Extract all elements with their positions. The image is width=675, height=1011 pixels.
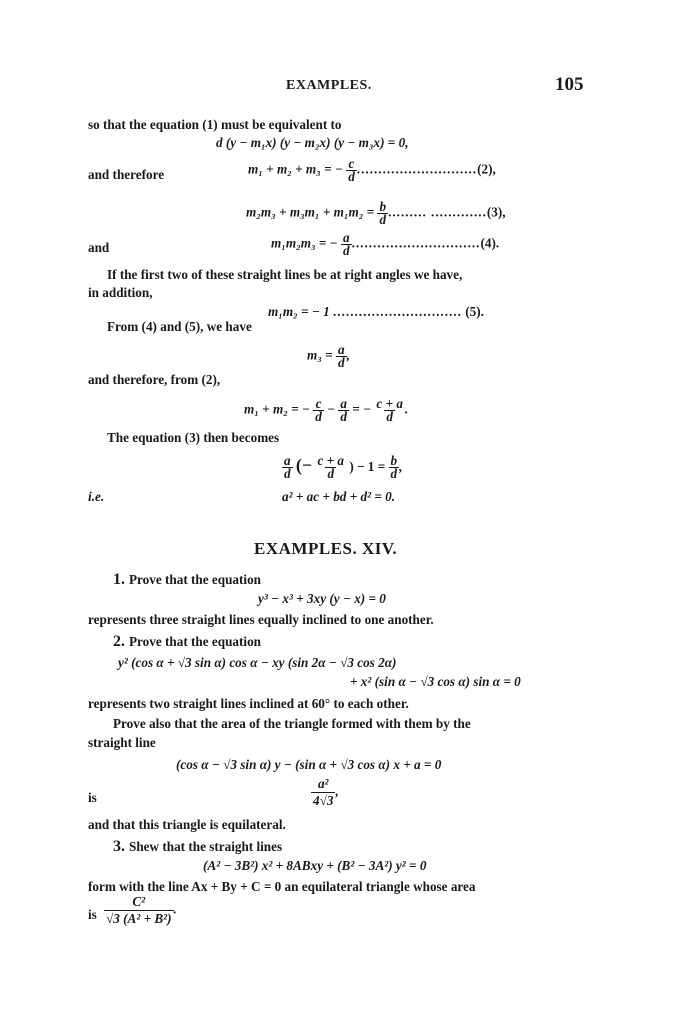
sum-frac2 [338,398,349,423]
sum-num3: c + a [376,396,403,411]
equation-becomes: $\frac{a}{d}$ (− $\frac{c + a}{d}$ ) − 1 = $\frac{b}{d}$ , [284,453,403,482]
become-den1: d [284,466,291,482]
sum-num1: c [315,396,322,411]
become-frac3 [389,455,400,480]
eq3-den: d [379,212,387,227]
equation-sum: m₁ + m₂ = − $\frac{c}{d}$ − $\frac{a}{d}$ = − $\frac{c + a}{d}$ . [244,396,409,424]
become-open: (− [295,455,313,475]
q2-number: 2. [113,633,125,650]
q2-area-fraction [311,776,335,809]
text-is: is [88,790,97,805]
eq2-den: d [348,169,355,184]
sum-frac1 [313,398,324,423]
q2-area [311,776,339,809]
q1-text: Prove that the equation [129,572,261,587]
m3-num: a [337,342,345,357]
equation-5 [268,304,484,320]
equation-m3: m₃ = $\frac{a}{d}$ , [307,342,350,370]
question-2 [113,633,261,651]
section-heading: EXAMPLES. XIV. [254,539,398,558]
eq2-fraction [346,158,357,183]
text-if-line1: If the first two of these straight lines be at right angles we have, [107,267,463,282]
text-and-therefore-from2: and therefore, from (2), [88,372,221,387]
q2-also-line1: Prove also that the area of the triangle formed with them by the [113,716,471,731]
become-den3: d [390,466,398,482]
eq3-num: b [379,199,387,214]
become-num2: c + a [317,453,345,469]
q3-area-den: √3 (A² + B²) [106,911,172,926]
eq4-label: (4). [480,235,500,251]
q2-area-den: 4√3 [313,793,334,808]
q2-equation-line2: + x² (sin α − √3 cos α) sin α = 0 [350,674,521,689]
sum-den3: d [386,409,393,424]
m3-den: d [337,355,345,370]
m3-lhs: m₃ = [307,347,333,363]
q3-equation: (A² − 3B²) x² + 8ABxy + (B² − 3A²) y² = 0 [203,858,427,873]
m3-fraction [336,344,347,369]
running-title: EXAMPLES. [286,78,372,93]
eq2-label: (2), [477,161,496,177]
become-frac1 [282,455,293,480]
q2-after: represents two straight lines inclined at 60° to each other. [88,696,409,711]
eq5-dots: .............................. [333,304,462,319]
q3-area-fraction [104,894,174,927]
q1-after: represents three straight lines equally inclined to one another. [88,612,434,627]
text-line: so that the equation (1) must be equivalent to [88,117,342,132]
eq4-num: a [342,230,350,245]
equation-product: d (y − m₁x) (y − m₂x) (y − m₃x) = 0, [216,135,409,150]
q1-number: 1. [113,571,125,588]
q3-text: Shew that the straight lines [129,839,283,854]
q3-number: 3. [113,838,125,855]
text-from45: From (4) and (5), we have [107,319,252,334]
eq3-dots: ......... ............. [388,204,487,220]
become-close: ) − 1 = [349,459,386,474]
sum-mid: − [327,401,336,417]
equation-2 [248,158,496,183]
q2-equilateral: and that this triangle is equilateral. [88,817,286,832]
q3-form: form with the line Ax + By + C = 0 an equilateral triangle whose area [88,879,476,894]
eq4-lhs: m₁m₂m₃ = − [271,235,338,251]
eq2-num: c [348,156,355,171]
sum-eq: = − [352,401,372,417]
eq5-label: (5). [465,304,484,319]
text-eq3-becomes: The equation (3) then becomes [107,430,280,445]
text-and: and [88,240,110,255]
eq4-den: d [342,243,350,258]
text-if-line2: in addition, [88,285,153,300]
q2-text: Prove that the equation [129,634,261,649]
eq2-lhs: m₁ + m₂ + m₃ = − [248,161,343,177]
q1-equation: y³ − x³ + 3xy (y − x) = 0 [258,591,386,606]
sum-lhs: m₁ + m₂ = − [244,401,310,417]
q2-area-comma: , [335,783,339,799]
eq3-lhs: m₂m₃ + m₃m₁ + m₁m₂ = [246,204,375,220]
question-1 [113,571,261,589]
q2-area-num: a² [317,776,329,791]
eq3-label: (3), [486,204,506,220]
sum-frac3 [374,398,405,423]
become-num3: b [390,453,398,469]
eq4-dots: .............................. [351,235,481,251]
q2-equation-line1: y² (cos α + √3 sin α) cos α − xy (sin 2α − √3 cos 2α) [118,655,397,670]
sum-num2: a [340,396,347,411]
page-number: 105 [555,74,584,95]
q3-area-period: . [173,901,177,917]
q3-area-num: C² [132,894,146,909]
text-and-therefore: and therefore [88,167,165,182]
sum-den1: d [315,409,322,424]
q3-area [104,894,177,927]
eq4-fraction [341,232,352,257]
equation-3 [246,201,506,226]
become-frac2 [315,455,346,480]
become-num1: a [284,453,291,469]
eq2-dots: ............................ [356,161,478,177]
equation-result: a² + ac + bd + d² = 0. [282,489,396,504]
eq5-expr: m₁m₂ = − 1 [268,304,330,319]
q2-line-equation: (cos α − √3 sin α) y − (sin α + √3 cos α) x + a = 0 [176,757,442,772]
sum-den2: d [340,409,347,424]
q3-is: is [88,907,97,922]
equation-4 [271,232,499,257]
q2-also-line2: straight line [88,735,156,750]
eq3-fraction [377,201,388,226]
text-ie: i.e. [88,489,105,504]
become-den2: d [327,466,335,482]
question-3 [113,838,282,856]
